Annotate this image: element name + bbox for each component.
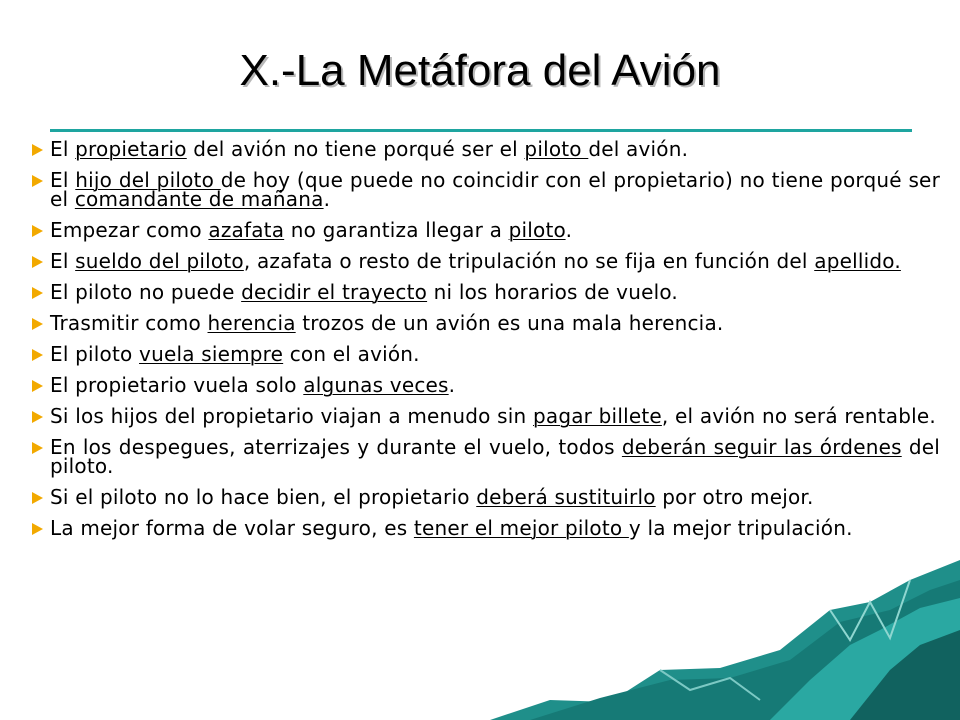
bullet-arrow-icon — [32, 256, 43, 268]
bullet-text: El — [50, 249, 76, 273]
slide-title: X.-La Metáfora del Avión — [239, 46, 721, 95]
bullet-item — [32, 311, 940, 335]
bullet-list — [32, 137, 940, 550]
underlined-term: decidir el trayecto — [241, 280, 428, 304]
bullet-item — [32, 404, 940, 428]
underlined-term: sueldo del piloto — [75, 249, 244, 273]
mountain-decoration — [490, 550, 960, 720]
underlined-term: apellido. — [814, 249, 901, 273]
bullet-arrow-icon — [32, 349, 43, 361]
bullet-arrow-icon — [32, 318, 43, 330]
bullet-text: . — [448, 373, 456, 397]
underlined-term: pagar billete — [532, 404, 662, 428]
title-underline-rule — [50, 129, 912, 132]
bullet-item — [32, 373, 940, 397]
bullet-text: por otro mejor. — [655, 485, 814, 509]
bullet-text: El propietario vuela solo — [50, 373, 304, 397]
underlined-term: deberá sustituirlo — [476, 485, 656, 509]
bullet-item — [32, 435, 940, 478]
underlined-term: hijo del piloto — [75, 168, 221, 192]
bullet-text: con el avión. — [283, 342, 420, 366]
bullet-text: En los despegues, aterrizajes y durante el vuelo, todos — [50, 435, 622, 459]
bullet-text: . — [323, 187, 331, 211]
bullet-arrow-icon — [32, 411, 43, 423]
underlined-term: piloto — [524, 137, 589, 161]
bullet-text: y la mejor tripulación. — [628, 516, 853, 540]
bullet-text: Si los hijos del propietario viajan a menudo sin — [50, 404, 533, 428]
bullet-text: , el avión no será rentable. — [661, 404, 936, 428]
bullet-text: del piloto. — [50, 435, 940, 478]
bullet-text: no garantiza llegar a — [284, 218, 509, 242]
underlined-term: azafata — [208, 218, 285, 242]
bullet-text: , azafata o resto de tripulación no se fija en función del — [243, 249, 815, 273]
bullet-arrow-icon — [32, 287, 43, 299]
underlined-term: herencia — [207, 311, 296, 335]
bullet-text: de hoy (que puede no coincidir con el propietario) no tiene porqué ser el — [50, 168, 940, 211]
bullet-item — [32, 485, 940, 509]
bullet-text: La mejor forma de volar seguro, es — [50, 516, 414, 540]
underlined-term: propietario — [75, 137, 187, 161]
bullet-text: Empezar como — [50, 218, 209, 242]
bullet-arrow-icon — [32, 225, 43, 237]
bullet-text: del avión. — [588, 137, 689, 161]
bullet-item — [32, 342, 940, 366]
underlined-term: algunas veces — [303, 373, 449, 397]
bullet-text: ni los horarios de vuelo. — [427, 280, 678, 304]
bullet-text: El piloto no puede — [50, 280, 242, 304]
bullet-text: El piloto — [50, 342, 140, 366]
underlined-term: comandante de mañana — [74, 187, 324, 211]
bullet-text: El — [50, 137, 76, 161]
bullet-text: Si el piloto no lo hace bien, el propietario — [50, 485, 477, 509]
bullet-text: . — [565, 218, 573, 242]
underlined-term: vuela siempre — [139, 342, 284, 366]
bullet-arrow-icon — [32, 144, 43, 156]
underlined-term: tener el mejor piloto — [413, 516, 629, 540]
bullet-arrow-icon — [32, 380, 43, 392]
bullet-arrow-icon — [32, 492, 43, 504]
bullet-item — [32, 516, 940, 540]
bullet-arrow-icon — [32, 442, 43, 454]
bullet-text: Trasmitir como — [50, 311, 208, 335]
underlined-term: piloto — [508, 218, 566, 242]
bullet-item — [32, 137, 940, 161]
bullet-item — [32, 168, 940, 211]
underlined-term: deberán seguir las órdenes — [621, 435, 902, 459]
bullet-arrow-icon — [32, 523, 43, 535]
bullet-item — [32, 218, 940, 242]
bullet-item — [32, 249, 940, 273]
bullet-text: trozos de un avión es una mala herencia. — [295, 311, 724, 335]
bullet-item — [32, 280, 940, 304]
bullet-text: El — [50, 168, 76, 192]
bullet-text: del avión no tiene porqué ser el — [186, 137, 525, 161]
bullet-arrow-icon — [32, 175, 43, 187]
